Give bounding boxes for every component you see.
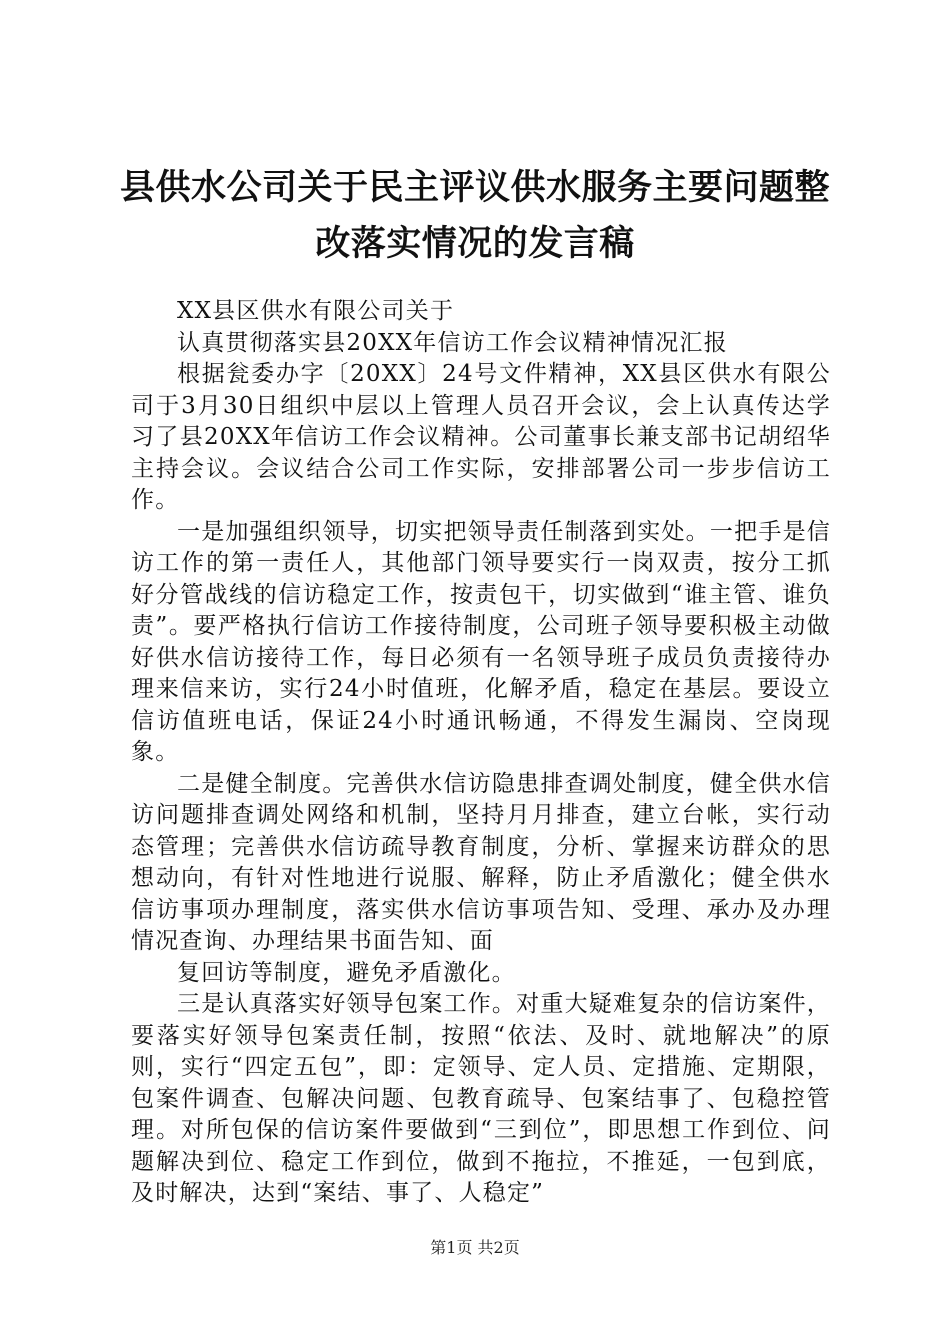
- document-title-line-2: 改落实情况的发言稿: [315, 224, 635, 264]
- paragraph-heading-2: 认真贯彻落实县20XX年信访工作会议精神情况汇报: [177, 329, 728, 356]
- paragraph-point-2-continued: 复回访等制度，避免矛盾激化。: [177, 959, 516, 986]
- paragraph-heading-1: XX县区供水有限公司关于: [177, 298, 455, 324]
- paragraph-intro: 根据瓮委办字〔20XX〕24号文件精神，XX县区供水有限公司于3月30日组织中层以上管理人员召开会议，会上认真传达学习了县20XX年信访工作会议精神。公司董事长兼支部书记胡绍华主持会议。会议结合公司工作实际，安排部署公司一步步信访工作。: [131, 361, 831, 513]
- paragraph-point-3: 三是认真落实好领导包案工作。对重大疑难复杂的信访案件，要落实好领导包案责任制，按照“依法、及时、就地解决”的原则，实行“四定五包”，即：定领导、定人员、定措施、定期限，包案件调查、包解决问题、包教育疏导、包案结事了、包稳控管理。对所包保的信访案件要做到“三到位”，即思想工作到位、问题解决到位、稳定工作到位，做到不拖拉，不推延，一包到底，及时解决，达到“案结、事了、人稳定”: [131, 991, 831, 1206]
- paragraph-point-2: 二是健全制度。完善供水信访隐患排查调处制度，健全供水信访问题排查调处网络和机制，坚持月月排查，建立台帐，实行动态管理；完善供水信访疏导教育制度，分析、掌握来访群众的思想动向，有针对性地进行说服、解释，防止矛盾激化；健全供水信访事项办理制度，落实供水信访事项告知、受理、承办及办理情况查询、办理结果书面告知、面: [131, 770, 831, 954]
- document-title-line-1: 县供水公司关于民主评议供水服务主要问题整: [120, 168, 831, 208]
- paragraph-point-1: 一是加强组织领导，切实把领导责任制落到实处。一把手是信访工作的第一责任人，其他部门领导要实行一岗双责，按分工抓好分管战线的信访稳定工作，按责包干，切实做到“谁主管、谁负责”。要严格执行信访工作接待制度，公司班子领导要积极主动做好供水信访接待工作，每日必须有一名领导班子成员负责接待办理来信来访，实行24小时值班，化解矛盾，稳定在基层。要设立信访值班电话，保证24小时通讯畅通，不得发生漏岗、空岗现象。: [131, 518, 831, 765]
- document-body: [131, 296, 831, 1210]
- page-number-footer: 第1页 共2页: [430, 1238, 520, 1257]
